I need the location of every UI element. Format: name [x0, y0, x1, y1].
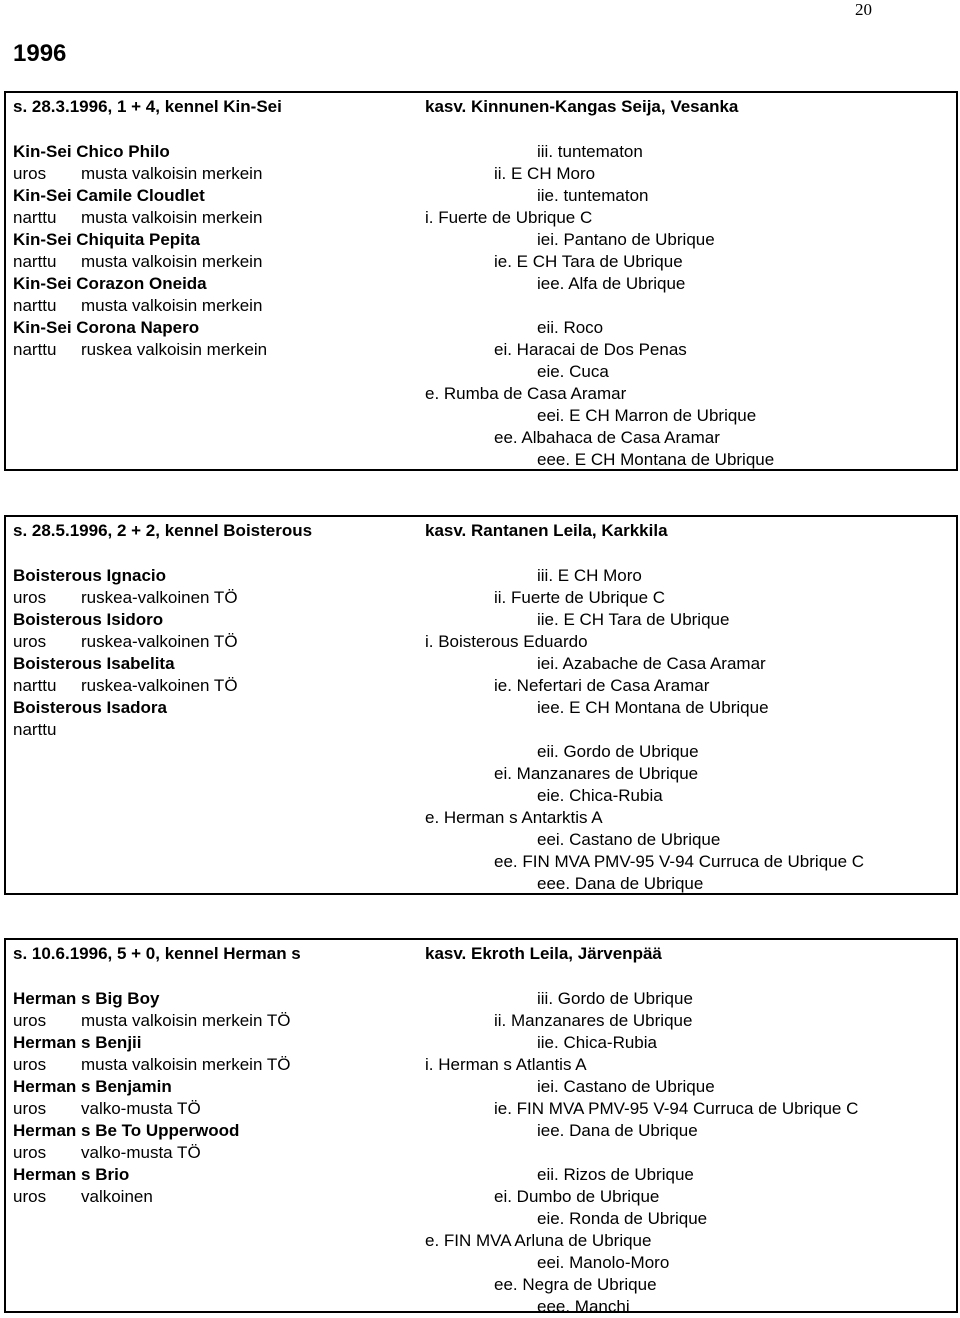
pedigree-ancestor: eee. E CH Montana de Ubrique: [537, 450, 775, 469]
litter-box: [4, 91, 958, 471]
pedigree-ancestor: ii. Manzanares de Ubrique: [494, 1011, 693, 1030]
pup-sex: uros: [13, 632, 47, 651]
pedigree-ancestor: e. FIN MVA Arluna de Ubrique: [425, 1231, 652, 1250]
pedigree-ancestor: ii. Fuerte de Ubrique C: [494, 588, 666, 607]
pedigree-ancestor: ei. Manzanares de Ubrique: [494, 764, 699, 783]
pedigree-ancestor: ee. Albahaca de Casa Aramar: [494, 428, 720, 447]
pup-sex: narttu: [13, 208, 57, 227]
pup-details: [13, 675, 238, 697]
pup-color: musta valkoisin merkein: [81, 164, 263, 183]
pup-name: Herman s Big Boy: [13, 989, 160, 1008]
pup-sex: narttu: [13, 296, 57, 315]
pedigree-ancestor: iee. Dana de Ubrique: [537, 1121, 698, 1140]
pedigree-ancestor: e. Herman s Antarktis A: [425, 808, 603, 827]
pedigree-ancestor: e. Rumba de Casa Aramar: [425, 384, 627, 403]
pup-details: [13, 163, 262, 185]
pup-color: musta valkoisin merkein: [81, 252, 263, 271]
pup-details: [13, 207, 262, 229]
pup-details: [13, 295, 262, 317]
pup-color: ruskea valkoisin merkein: [81, 340, 268, 359]
pup-color: ruskea-valkoinen TÖ: [81, 588, 238, 607]
pedigree-ancestor: iie. tuntematon: [537, 186, 649, 205]
pedigree-ancestor: iii. E CH Moro: [537, 566, 642, 585]
pup-color: valko-musta TÖ: [81, 1143, 201, 1162]
pup-name: Kin-Sei Chiquita Pepita: [13, 230, 201, 249]
pup-color: musta valkoisin merkein TÖ: [81, 1055, 291, 1074]
pup-details: [13, 251, 262, 273]
pup-color: ruskea-valkoinen TÖ: [81, 632, 238, 651]
pedigree-ancestor: ee. Negra de Ubrique: [494, 1275, 657, 1294]
pedigree-ancestor: iei. Pantano de Ubrique: [537, 230, 715, 249]
pup-sex: narttu: [13, 720, 57, 739]
pup-name: Boisterous Isabelita: [13, 654, 175, 673]
pedigree-ancestor: eii. Rizos de Ubrique: [537, 1165, 694, 1184]
pedigree-ancestor: iie. E CH Tara de Ubrique: [537, 610, 730, 629]
pup-name: Kin-Sei Camile Cloudlet: [13, 186, 205, 205]
pup-sex: narttu: [13, 252, 57, 271]
pup-name: Kin-Sei Corona Napero: [13, 318, 200, 337]
pedigree-ancestor: iii. Gordo de Ubrique: [537, 989, 693, 1008]
pup-name: Kin-Sei Chico Philo: [13, 142, 170, 161]
pup-details: [13, 719, 81, 741]
litter-box: [4, 515, 958, 895]
pedigree-ancestor: iee. Alfa de Ubrique: [537, 274, 686, 293]
pedigree-ancestor: eie. Chica-Rubia: [537, 786, 663, 805]
pup-color: valkoinen: [81, 1187, 153, 1206]
pedigree-ancestor: eii. Gordo de Ubrique: [537, 742, 699, 761]
pedigree-ancestor: i. Boisterous Eduardo: [425, 632, 588, 651]
pedigree-ancestor: iei. Azabache de Casa Aramar: [537, 654, 766, 673]
pup-details: [13, 631, 238, 653]
pup-name: Herman s Be To Upperwood: [13, 1121, 240, 1140]
pup-name: Herman s Brio: [13, 1165, 130, 1184]
pedigree-ancestor: iie. Chica-Rubia: [537, 1033, 657, 1052]
pedigree-ancestor: ei. Haracai de Dos Penas: [494, 340, 687, 359]
pup-color: musta valkoisin merkein TÖ: [81, 1011, 291, 1030]
pup-name: Boisterous Isadora: [13, 698, 167, 717]
pup-name: Herman s Benjii: [13, 1033, 142, 1052]
pedigree-ancestor: eei. Castano de Ubrique: [537, 830, 721, 849]
pedigree-ancestor: eii. Roco: [537, 318, 604, 337]
pedigree-ancestor: ee. FIN MVA PMV-95 V-94 Curruca de Ubrique C: [494, 852, 865, 871]
pup-details: [13, 1054, 290, 1076]
pedigree-ancestor: eei. E CH Marron de Ubrique: [537, 406, 757, 425]
pup-name: Boisterous Isidoro: [13, 610, 164, 629]
pup-sex: uros: [13, 588, 47, 607]
litter-header: s. 28.3.1996, 1 + 4, kennel Kin-Sei: [13, 97, 282, 116]
pedigree-ancestor: ie. FIN MVA PMV-95 V-94 Curruca de Ubrique C: [494, 1099, 859, 1118]
pedigree-ancestor: iee. E CH Montana de Ubrique: [537, 698, 769, 717]
pedigree-ancestor: eee. Dana de Ubrique: [537, 874, 704, 893]
pup-name: Herman s Benjamin: [13, 1077, 172, 1096]
litter-box: [4, 938, 958, 1316]
pedigree-ancestor: eie. Cuca: [537, 362, 609, 381]
litter-header: s. 28.5.1996, 2 + 2, kennel Boisterous: [13, 521, 313, 540]
pup-details: [13, 339, 267, 361]
pup-details: [13, 1098, 201, 1120]
pedigree-ancestor: ie. Nefertari de Casa Aramar: [494, 676, 710, 695]
litter-header: s. 10.6.1996, 5 + 0, kennel Herman s: [13, 944, 301, 963]
pedigree-ancestor: ii. E CH Moro: [494, 164, 596, 183]
pup-color: ruskea-valkoinen TÖ: [81, 676, 238, 695]
year-heading: 1996: [13, 40, 67, 67]
pup-sex: uros: [13, 1187, 47, 1206]
pup-sex: uros: [13, 1055, 47, 1074]
pup-name: Boisterous Ignacio: [13, 566, 167, 585]
breeder-header: kasv. Ekroth Leila, Järvenpää: [425, 944, 662, 963]
pup-color: valko-musta TÖ: [81, 1099, 201, 1118]
pup-details: [13, 587, 238, 609]
pup-sex: uros: [13, 164, 47, 183]
breeder-header: kasv. Kinnunen-Kangas Seija, Vesanka: [425, 97, 739, 116]
pup-sex: narttu: [13, 340, 57, 359]
pedigree-ancestor: i. Fuerte de Ubrique C: [425, 208, 593, 227]
pedigree-ancestor: ie. E CH Tara de Ubrique: [494, 252, 683, 271]
page-number: 20: [855, 0, 872, 19]
pedigree-ancestor: ei. Dumbo de Ubrique: [494, 1187, 660, 1206]
pup-name: Kin-Sei Corazon Oneida: [13, 274, 207, 293]
pup-color: musta valkoisin merkein: [81, 208, 263, 227]
pup-details: [13, 1010, 290, 1032]
pedigree-ancestor: eie. Ronda de Ubrique: [537, 1209, 708, 1228]
pup-sex: uros: [13, 1143, 47, 1162]
pup-sex: uros: [13, 1011, 47, 1030]
pup-sex: narttu: [13, 676, 57, 695]
pedigree-ancestor: i. Herman s Atlantis A: [425, 1055, 587, 1074]
pedigree-ancestor: eee. Manchi: [537, 1297, 630, 1316]
pedigree-ancestor: iei. Castano de Ubrique: [537, 1077, 715, 1096]
pup-details: [13, 1142, 201, 1164]
pedigree-ancestor: iii. tuntematon: [537, 142, 643, 161]
breeder-header: kasv. Rantanen Leila, Karkkila: [425, 521, 668, 540]
pup-details: [13, 1186, 153, 1208]
pup-sex: uros: [13, 1099, 47, 1118]
pup-color: musta valkoisin merkein: [81, 296, 263, 315]
pedigree-ancestor: eei. Manolo-Moro: [537, 1253, 670, 1272]
